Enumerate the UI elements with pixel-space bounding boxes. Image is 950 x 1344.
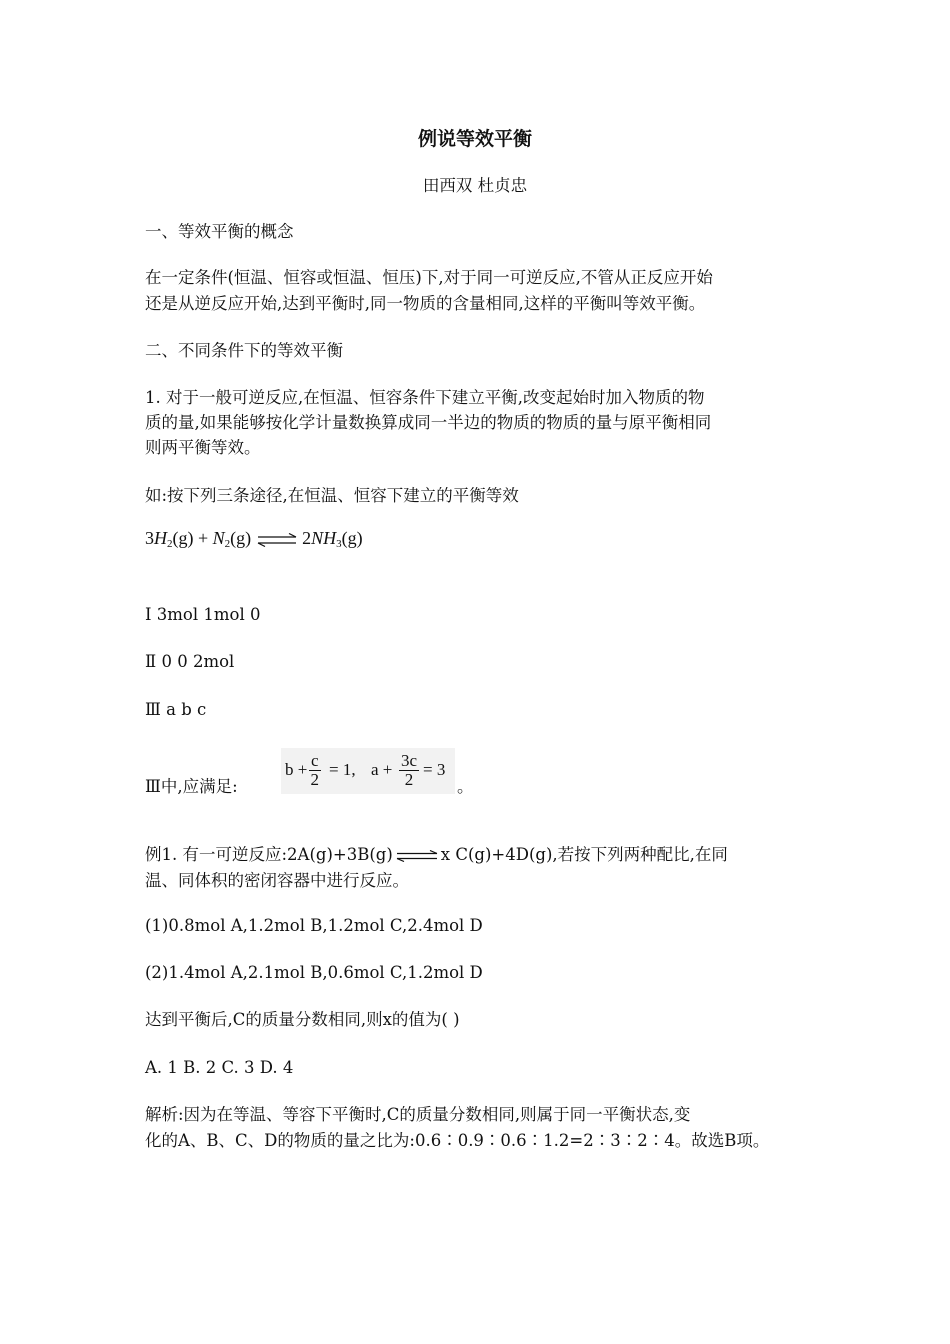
example-1-option-2: (2)1.4mol A,2.1mol B,0.6mol C,1.2mol D bbox=[145, 963, 483, 982]
path-row-2: Ⅱ 0 0 2mol bbox=[145, 652, 235, 671]
condition-formula: b + $\frac{c}{2}$ = 1, a + $\frac{3c}{2}$ = 3 bbox=[281, 748, 455, 794]
equilibrium-arrow-icon bbox=[256, 533, 298, 547]
example-1-option-1: (1)0.8mol A,1.2mol B,1.2mol C,2.4mol D bbox=[145, 916, 483, 935]
path-row-3: Ⅲ a b c bbox=[145, 700, 207, 719]
example-1-question-line-1: 例1. 有一可逆反应:2A(g)+3B(g) x C(g)+4D(g),若按下列两种配比,在同 bbox=[145, 845, 728, 864]
section-2-paragraph-line-2: 质的量,如果能够按化学计量数换算成同一半边的物质的物质的量与原平衡相同 bbox=[145, 413, 712, 432]
example-1-choices: A. 1 B. 2 C. 3 D. 4 bbox=[145, 1058, 294, 1077]
equilibrium-arrow-icon bbox=[395, 850, 439, 862]
section-2-paragraph-line-3: 则两平衡等效。 bbox=[145, 438, 261, 457]
section-1-heading: 一、等效平衡的概念 bbox=[145, 222, 294, 241]
section-2-paragraph-line-1: 1. 对于一般可逆反应,在恒温、恒容条件下建立平衡,改变起始时加入物质的物 bbox=[145, 388, 705, 407]
example-1-question: 达到平衡后,C的质量分数相同,则x的值为( ) bbox=[145, 1010, 460, 1029]
condition-suffix: 。 bbox=[457, 777, 474, 796]
fraction-c-over-2: $\frac{c}{2}$ bbox=[310, 751, 320, 789]
page-title: 例说等效平衡 bbox=[417, 128, 532, 150]
section-1-paragraph-line-2: 还是从逆反应开始,达到平衡时,同一物质的含量相同,这样的平衡叫等效平衡。 bbox=[145, 294, 706, 313]
ammonia-equation: $3H_2(g) + N_2(g)$ $2NH_3(g)$ bbox=[145, 528, 363, 550]
fraction-3c-over-2: $\frac{3c}{2}$ bbox=[401, 751, 418, 789]
authors-line: 田西双 杜贞忠 bbox=[422, 176, 528, 195]
path-row-1: Ⅰ 3mol 1mol 0 bbox=[145, 605, 261, 624]
example-1-analysis-line-2: 化的A、B、C、D的物质的量之比为:0.6∶0.9∶0.6∶1.2=2∶3∶2∶4。故选B项。 bbox=[145, 1131, 770, 1150]
condition-prefix: Ⅲ中,应满足: bbox=[145, 777, 238, 796]
example-intro: 如:按下列三条途径,在恒温、恒容下建立的平衡等效 bbox=[145, 486, 519, 505]
example-1-analysis-line-1: 解析:因为在等温、等容下平衡时,C的质量分数相同,则属于同一平衡状态,变 bbox=[145, 1105, 691, 1124]
section-1-paragraph-line-1: 在一定条件(恒温、恒容或恒温、恒压)下,对于同一可逆反应,不管从正反应开始 bbox=[145, 268, 713, 287]
section-2-heading: 二、不同条件下的等效平衡 bbox=[145, 341, 343, 360]
example-1-question-line-2: 温、同体积的密闭容器中进行反应。 bbox=[145, 871, 409, 890]
